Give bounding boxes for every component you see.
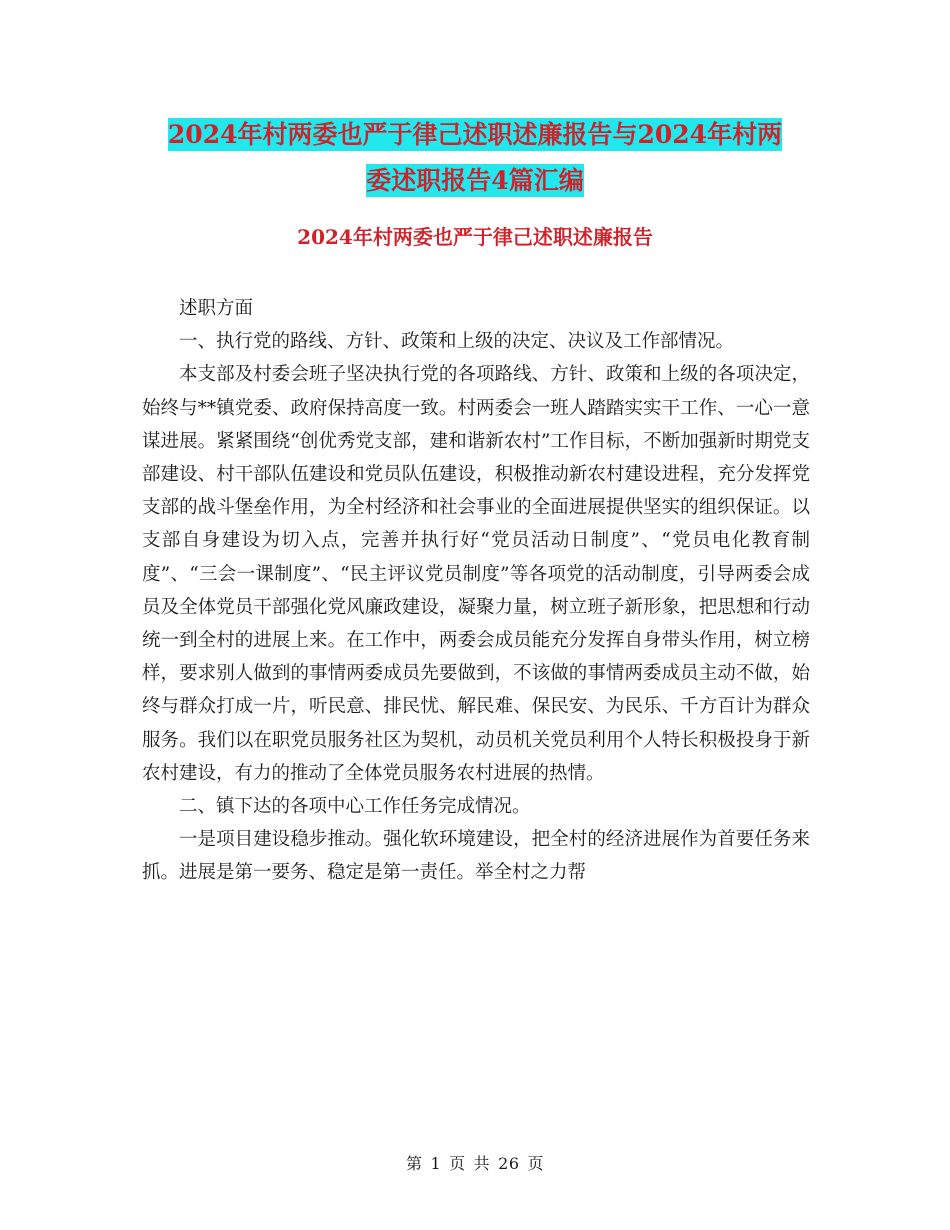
paragraph-body-2: 一是项目建设稳步推动。强化软环境建设，把全村的经济进展作为首要任务来抓。进展是第一要务、稳定是第一责任。举全村之力帮 [142,829,810,884]
footer-total-pages: 26 [498,1154,520,1173]
footer-prefix: 第 [405,1154,423,1173]
paragraph-section-2: 二、镇下达的各项中心工作任务完成情况。 [179,796,531,818]
paragraph-heading: 述职方面 [179,298,254,319]
footer-total-prefix: 共 [473,1154,491,1173]
footer-page-word: 页 [449,1154,466,1173]
page-footer [0,1152,950,1176]
paragraph-body-1: 本支部及村委会班子坚决执行党的各项路线、方针、政策和上级的各项决定，始终与**镇党委、政府保持高度一致。村两委会一班人踏踏实实干工作、一心一意谋进展。紧紧围绕“创优秀党支部，建和谐新农村”工作目标，不断加强新时期党支部建设、村干部队伍建设和党员队伍建设，积极推动新农村建设进程，充分发挥党支部的战斗堡垒作用，为全村经济和社会事业的全面进展提供坚实的组织保证。以支部自身建设为切入点，完善并执行好“党员活动日制度”、“党员电化教育制度”、“三会一课制度”、“民主评议党员制度”等各项党的活动制度，引导两委会成员及全体党员干部强化党风廉政建设，凝聚力量，树立班子新形象，把思想和行动统一到全村的进展上来。在工作中，两委会成员能充分发挥自身带头作用，树立榜样，要求别人做到的事情两委成员先要做到，不该做的事情两委成员主动不做，始终与群众打成一片，听民意、排民忧、解民难、保民安、为民乐、千方百计为群众服务。我们以在职党员服务社区为契机，动员机关党员利用个人特长积极投身于新农村建设，有力的推动了全体党员服务农村进展的热情。 [142,364,810,784]
document-title [0,112,950,204]
footer-total-word: 页 [527,1154,545,1173]
footer-page-number: 1 [430,1154,442,1173]
section-title: 2024年村两委也严于律己述职述廉报告 [297,225,653,249]
title-line-2: 委述职报告4篇汇编 [366,166,584,195]
document-body [142,292,810,890]
title-line-1: 2024年村两委也严于律己述职述廉报告与2024年村两 [167,120,783,149]
paragraph-section-1: 一、执行党的路线、方针、政策和上级的决定、决议及工作部情况。 [179,331,735,353]
